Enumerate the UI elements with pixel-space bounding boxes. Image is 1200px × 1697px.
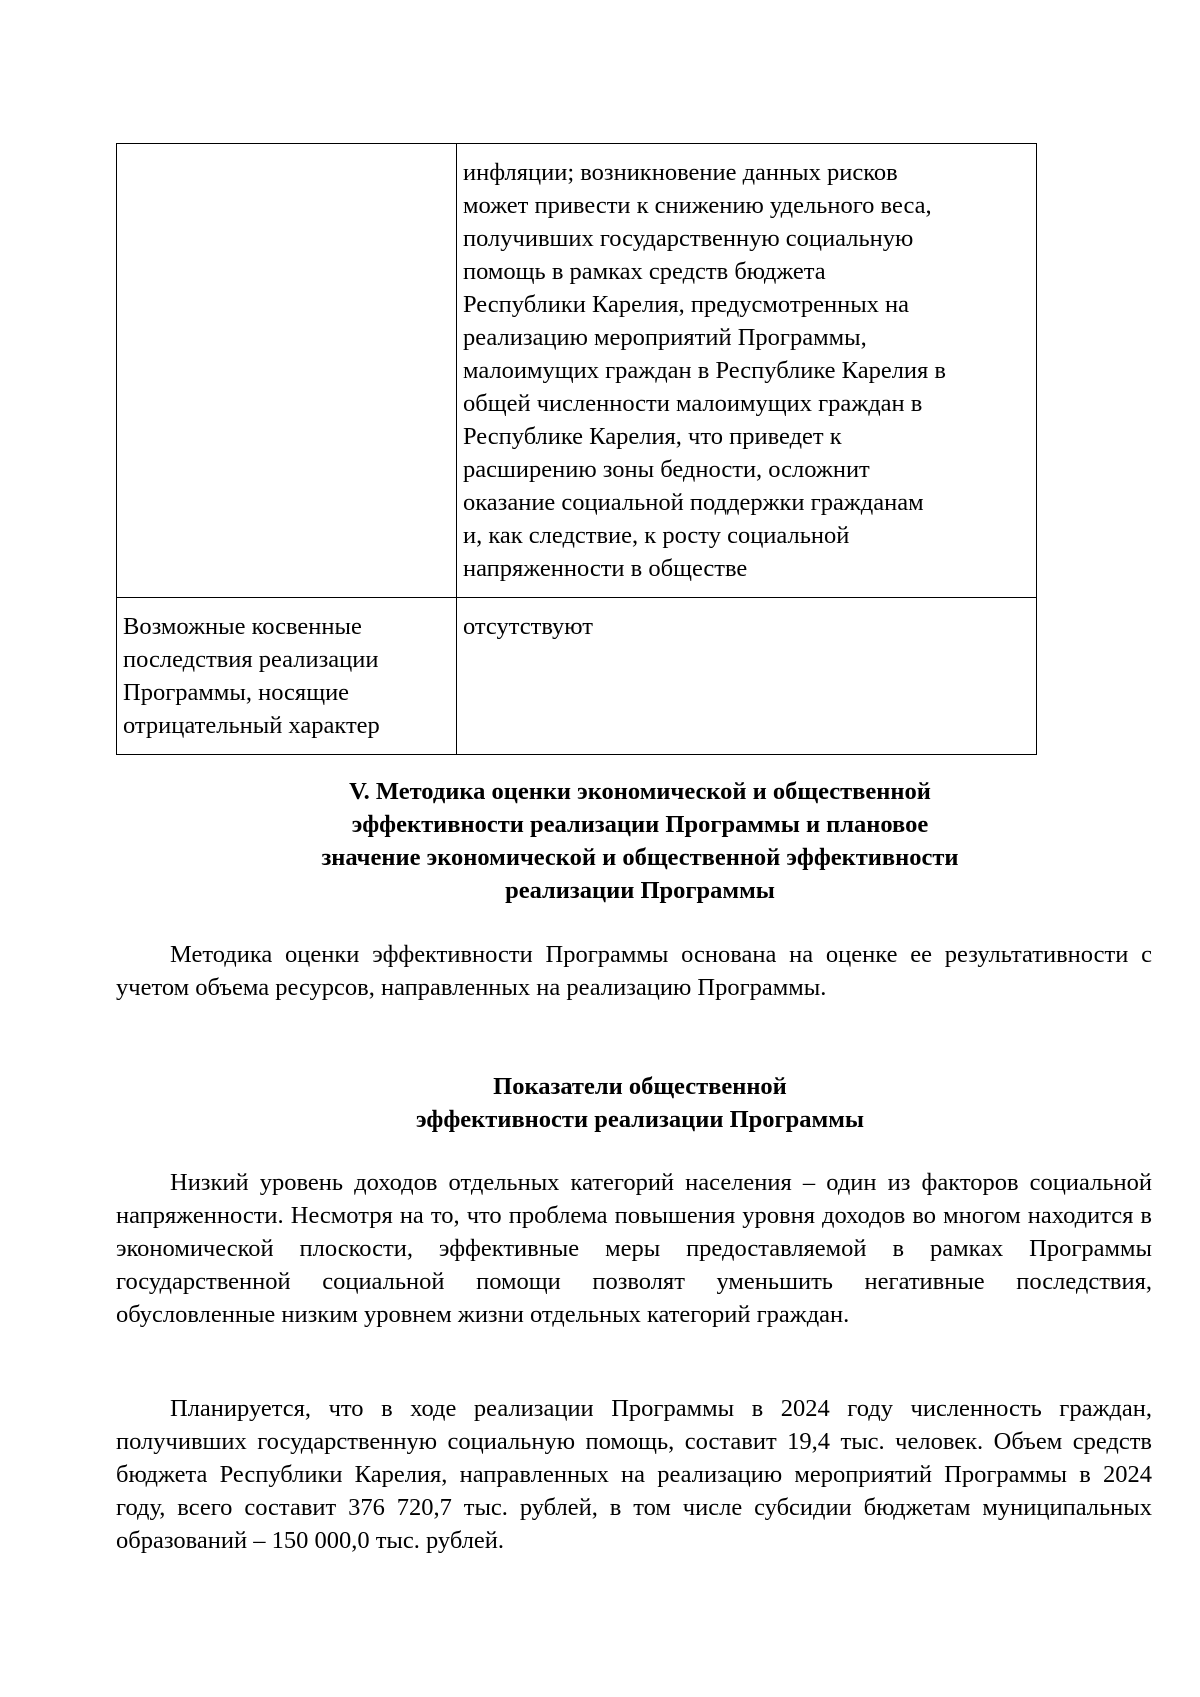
sub-heading [160,1070,1120,1136]
table-cell-label [117,598,457,755]
section-heading-line: значение экономической и общественной эффективности [321,844,959,871]
row-label: Возможные косвенные последствия реализации Программы, носящие отрицательный характер [123,613,380,739]
paragraph-methodology: Методика оценки эффективности Программы основана на оценке ее результативности с учетом объема ресурсов, направленных на реализацию Программы. [116,941,1152,1001]
table-cell-value [457,598,1037,755]
table-cell-value [457,144,1037,598]
row-value: отсутствуют [463,613,593,640]
risk-table [116,143,1037,755]
sub-heading-line: Показатели общественной [493,1073,787,1100]
section-heading-line: эффективности реализации Программы и плановое [351,811,929,838]
table-row [117,598,1037,755]
table-cell-label [117,144,457,598]
section-heading-line: V. Методика оценки экономической и общественной [349,778,931,805]
paragraph-low-income: Низкий уровень доходов отдельных категорий населения – один из факторов социальной напряженности. Несмотря на то, что проблема повышения уровня доходов во многом находится в экономической плоскости, эффективные меры предоставляемой в рамках Программы государственной социальной помощи позволят уменьшить негативные последствия, обусловленные низким уровнем жизни отдельных категорий граждан. [116,1169,1152,1328]
row-value: инфляции; возникновение данных рисков может привести к снижению удельного веса, получивших государственную социальную помощь в рамках средств бюджета Республики Карелия, предусмотренных на реализацию мероприятий Программы, малоимущих граждан в Республике Карелия в общей численности малоимущих граждан в Республике Карелия, что приведет к расширению зоны бедности, осложнит оказание социальной поддержки гражданам и, как следствие, к росту социальной напряженности в обществе [463,159,946,582]
section-heading-line: реализации Программы [505,877,775,904]
section-heading [160,775,1120,907]
table-row [117,144,1037,598]
sub-heading-line: эффективности реализации Программы [415,1106,865,1133]
paragraph-plan-2024: Планируется, что в ходе реализации Программы в 2024 году численность граждан, получивших государственную социальную помощь, составит 19,4 тыс. человек. Объем средств бюджета Республики Карелия, направленных на реализацию мероприятий Программы в 2024 году, всего составит 376 720,7 тыс. рублей, в том числе субсидии бюджетам муниципальных образований – 150 000,0 тыс. рублей. [116,1395,1152,1554]
